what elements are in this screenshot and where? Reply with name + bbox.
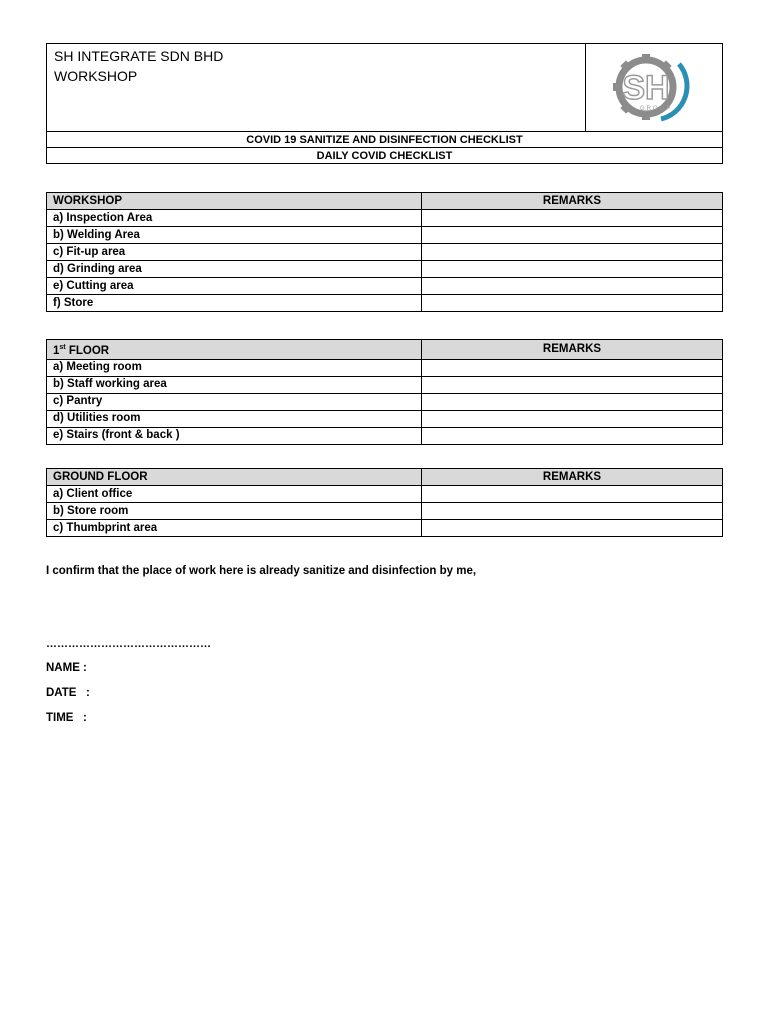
area-label: b) Staff working area (47, 376, 422, 393)
area-label: d) Grinding area (47, 261, 422, 278)
ground-floor-heading: GROUND FLOOR (47, 469, 422, 486)
remark-cell[interactable] (422, 210, 723, 227)
remarks-heading: REMARKS (422, 469, 723, 486)
remark-cell[interactable] (422, 410, 723, 427)
area-label: a) Client office (47, 486, 422, 503)
first-floor-heading (47, 340, 422, 360)
checklist-subtitle: DAILY COVID CHECKLIST (47, 147, 722, 164)
table-row (47, 393, 723, 410)
signature-line[interactable]: ……………………………………… (46, 638, 211, 650)
table-row (47, 295, 723, 312)
logo-text: SH (622, 69, 670, 107)
date-field[interactable]: DATE : (46, 687, 90, 699)
sh-group-logo-icon (586, 44, 722, 131)
table-row (47, 520, 723, 537)
area-label: c) Fit-up area (47, 244, 422, 261)
area-label: d) Utilities room (47, 410, 422, 427)
remark-cell[interactable] (422, 503, 723, 520)
table-row (47, 503, 723, 520)
company-name: SH INTEGRATE SDN BHD (54, 48, 224, 64)
remark-cell[interactable] (422, 295, 723, 312)
company-logo (586, 44, 722, 131)
logo-subtext: GROUP (639, 106, 673, 112)
remarks-heading: REMARKS (422, 193, 723, 210)
table-row (47, 376, 723, 393)
remark-cell[interactable] (422, 261, 723, 278)
area-label: e) Cutting area (47, 278, 422, 295)
workshop-heading: WORKSHOP (47, 193, 422, 210)
area-label: a) Meeting room (47, 359, 422, 376)
remark-cell[interactable] (422, 227, 723, 244)
floor-number: 1 (53, 344, 60, 357)
table-row (47, 486, 723, 503)
area-label: a) Inspection Area (47, 210, 422, 227)
document-header (46, 43, 723, 164)
area-label: e) Stairs (front & back ) (47, 427, 422, 444)
table-row (47, 410, 723, 427)
confirmation-statement: I confirm that the place of work here is already sanitize and disinfection by me, (46, 565, 477, 577)
company-cell (47, 44, 586, 131)
floor-ordinal: st (59, 344, 66, 351)
department-name: WORKSHOP (54, 68, 138, 84)
table-row (47, 261, 723, 278)
remark-cell[interactable] (422, 376, 723, 393)
remarks-heading: REMARKS (422, 340, 723, 360)
workshop-table (46, 192, 723, 312)
table-row (47, 359, 723, 376)
table-row (47, 427, 723, 444)
ground-floor-table (46, 468, 723, 537)
name-field[interactable]: NAME : (46, 662, 87, 674)
table-row (47, 244, 723, 261)
time-field[interactable]: TIME : (46, 712, 87, 724)
area-label: f) Store (47, 295, 422, 312)
table-row (47, 278, 723, 295)
remark-cell[interactable] (422, 520, 723, 537)
checklist-title: COVID 19 SANITIZE AND DISINFECTION CHECKLIST (47, 131, 722, 148)
table-header-row (47, 193, 723, 210)
area-label: c) Pantry (47, 393, 422, 410)
area-label: c) Thumbprint area (47, 520, 422, 537)
table-header-row (47, 340, 723, 360)
remark-cell[interactable] (422, 486, 723, 503)
remark-cell[interactable] (422, 244, 723, 261)
remark-cell[interactable] (422, 278, 723, 295)
table-row (47, 210, 723, 227)
remark-cell[interactable] (422, 359, 723, 376)
first-floor-table (46, 339, 723, 445)
table-header-row (47, 469, 723, 486)
area-label: b) Welding Area (47, 227, 422, 244)
floor-word: FLOOR (65, 344, 110, 357)
remark-cell[interactable] (422, 393, 723, 410)
remark-cell[interactable] (422, 427, 723, 444)
table-row (47, 227, 723, 244)
area-label: b) Store room (47, 503, 422, 520)
